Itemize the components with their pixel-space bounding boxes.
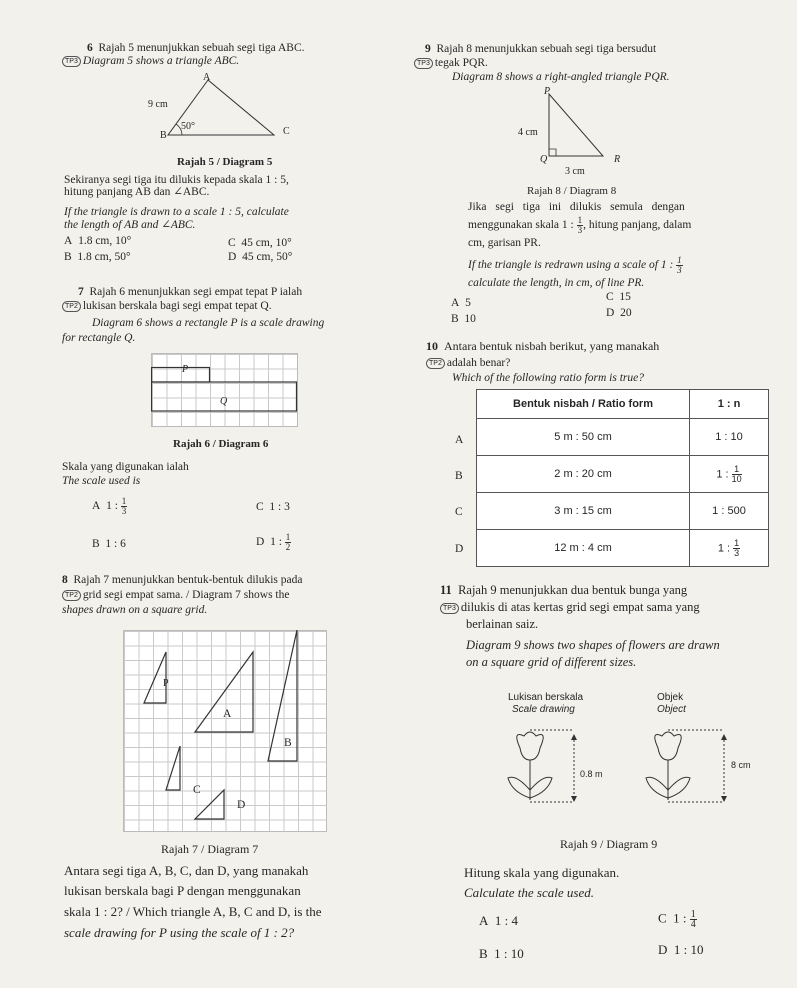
n-cell: 1 : 500 (690, 493, 769, 530)
q9-malay-line2: TP3 tegak PQR. (414, 56, 488, 70)
vertex-c-label: C (283, 126, 290, 137)
q6-option-c[interactable]: C 45 cm, 10° (228, 237, 292, 249)
table-row (477, 456, 769, 493)
q6-english-line2: If the triangle is drawn to a scale 1 : 5, calculate (64, 206, 289, 218)
q8-malay-line1: 8 Rajah 7 menunjukkan bentuk-bentuk dilukis pada (62, 574, 303, 586)
q11-malay-line1: 11 Rajah 9 menunjukkan dua bentuk bunga yang (440, 583, 688, 597)
q7-option-b[interactable]: B 1 : 6 (92, 538, 126, 550)
q10-option-a[interactable]: A (455, 434, 464, 446)
side-qr-label: 3 cm (565, 166, 585, 177)
q11-option-b[interactable]: B 1 : 10 (479, 946, 524, 961)
q9-malay-line5: cm, garisan PR. (468, 237, 541, 249)
vertex-a-label: A (203, 72, 211, 83)
q8-malay-line3: lukisan berskala bagi P dengan menggunakan (64, 883, 301, 898)
header-ratio-form: Bentuk nisbah / Ratio form (477, 390, 690, 419)
diagram-9-caption: Rajah 9 / Diagram 9 (560, 837, 658, 851)
rectangle-p-label: P (182, 364, 189, 375)
vertex-p-label: P (544, 86, 551, 97)
flower-drawings (500, 728, 750, 813)
q10-malay-line1: 10 Antara bentuk nisbah berikut, yang manakah (426, 339, 660, 353)
ratio-cell: 3 m : 15 cm (477, 493, 690, 530)
scale-drawing-title-english: Scale drawing (512, 704, 575, 715)
q9-option-c[interactable]: C 15 (606, 291, 631, 303)
q11-option-a[interactable]: A 1 : 4 (479, 913, 519, 928)
object-title-malay: Objek (657, 692, 684, 703)
q10-option-d[interactable]: D (455, 543, 464, 555)
q6-malay-text: 6 Rajah 5 menunjukkan sebuah segi tiga ABC. (87, 42, 305, 54)
table-row (477, 530, 769, 567)
diagram-6-caption: Rajah 6 / Diagram 6 (173, 438, 269, 450)
q8-english-line2: scale drawing for P using the scale of 1 : 2? (64, 925, 295, 940)
vertex-q-label: Q (540, 154, 548, 165)
q7-malay-line3: Skala yang digunakan ialah (62, 461, 189, 473)
table-row (477, 493, 769, 530)
q11-malay-line2: TP3 dilukis di atas kertas grid segi empat sama yang (440, 600, 700, 614)
vertex-r-label: R (614, 154, 621, 165)
object-dimension: 8 cm (731, 760, 751, 770)
q7-option-a[interactable]: A 1 : $\frac{1}{3}$ (92, 496, 127, 516)
q11-english-line1: Diagram 9 shows two shapes of flowers are drawn (466, 638, 720, 652)
side-pq-label: 4 cm (518, 127, 538, 138)
ratio-table (476, 389, 769, 567)
shape-c-label: C (193, 784, 201, 796)
q10-malay-line2: TP2 adalah benar? (426, 356, 510, 370)
ratio-cell: 5 m : 50 cm (477, 419, 690, 456)
n-cell: 1 : $\frac{1}{3}$ (690, 530, 769, 567)
q6-english-text: TP3 Diagram 5 shows a triangle ABC. (62, 54, 239, 68)
rectangle-q-label: Q (220, 396, 228, 407)
q11-english-line2: on a square grid of different sizes. (466, 655, 637, 669)
diagram-5-caption: Rajah 5 / Diagram 5 (177, 156, 273, 168)
shape-b-label: B (284, 737, 292, 749)
scale-drawing-dimension: 0.8 m (580, 769, 603, 779)
q6-malay-line2: Sekiranya segi tiga itu dilukis kepada skala 1 : 5, (64, 174, 289, 186)
table-row (477, 419, 769, 456)
q7-english-line2: for rectangle Q. (62, 332, 136, 344)
q9-option-b[interactable]: B 10 (451, 313, 476, 325)
q9-malay-line3: Jika segi tiga ini dilukis semula dengan (468, 201, 685, 213)
shape-p-label: P (163, 678, 169, 689)
q10-option-c[interactable]: C (455, 506, 463, 518)
scale-drawing-title-malay: Lukisan berskala (508, 692, 584, 703)
n-cell: 1 : 10 (690, 419, 769, 456)
diagram-7-caption: Rajah 7 / Diagram 7 (161, 842, 259, 856)
diagram-7-shapes (123, 630, 327, 832)
q7-option-d[interactable]: D 1 : $\frac{1}{2}$ (256, 532, 291, 552)
shape-d-label: D (237, 799, 246, 811)
q8-mixed-line: TP2 grid segi empat sama. / Diagram 7 shows the (62, 588, 289, 602)
angle-label: 50° (181, 121, 195, 132)
q9-english-line: Diagram 8 shows a right-angled triangle PQR. (452, 71, 670, 83)
q9-malay-line4: menggunakan skala 1 : $\frac{1}{3}$ , hitung panjang, dalam (468, 215, 692, 235)
q7-malay-line1: 7 Rajah 6 menunjukkan segi empat tepat P ialah (78, 286, 303, 298)
rectangles-pq (151, 353, 298, 427)
q9-english-line3: calculate the length, in cm, of line PR. (468, 277, 645, 289)
q9-option-a[interactable]: A 5 (451, 297, 471, 309)
q8-english-line: shapes drawn on a square grid. (62, 604, 208, 616)
q11-english-line3: Calculate the scale used. (464, 885, 594, 900)
q7-option-c[interactable]: C 1 : 3 (256, 501, 290, 513)
shape-a-label: A (223, 708, 232, 720)
diagram-8-caption: Rajah 8 / Diagram 8 (527, 185, 617, 197)
side-length-label: 9 cm (148, 99, 168, 110)
q7-english-line3: The scale used is (62, 475, 141, 487)
object-title-english: Object (657, 704, 686, 715)
q8-mixed-line2: skala 1 : 2? / Which triangle A, B, C and D, is the (64, 904, 322, 919)
q9-english-line2: If the triangle is redrawn using a scale of 1 : $\frac{1}{3}$ (468, 255, 682, 275)
q6-malay-line3: hitung panjang AB dan ∠ABC. (64, 186, 210, 198)
q11-option-c[interactable]: C 1 : $\frac{1}{4}$ (658, 909, 696, 930)
q11-malay-line3: berlainan saiz. (466, 617, 539, 631)
vertex-b-label: B (160, 130, 167, 141)
q7-malay-line2: TP2 lukisan berskala bagi segi empat tepat Q. (62, 299, 272, 313)
ratio-cell: 2 m : 20 cm (477, 456, 690, 493)
q8-malay-line2: Antara segi tiga A, B, C, dan D, yang manakah (64, 863, 309, 878)
q9-option-d[interactable]: D 20 (606, 307, 632, 319)
header-one-to-n: 1 : n (690, 390, 769, 419)
table-header-row (477, 390, 769, 419)
q11-malay-line4: Hitung skala yang digunakan. (464, 865, 620, 880)
q6-option-b[interactable]: B 1.8 cm, 50° (64, 251, 131, 263)
n-cell: 1 : $\frac{1}{10}$ (690, 456, 769, 493)
q6-option-a[interactable]: A 1.8 cm, 10° (64, 235, 132, 247)
q7-english-line1: Diagram 6 shows a rectangle P is a scale drawing (92, 317, 325, 329)
q6-option-d[interactable]: D 45 cm, 50° (228, 251, 293, 263)
q6-english-line3: the length of AB and ∠ABC. (64, 219, 196, 231)
q9-malay-line1: 9 Rajah 8 menunjukkan sebuah segi tiga bersudut (425, 43, 657, 55)
q10-english-line: Which of the following ratio form is true? (452, 372, 644, 384)
ratio-cell: 12 m : 4 cm (477, 530, 690, 567)
q10-option-b[interactable]: B (455, 470, 463, 482)
q11-option-d[interactable]: D 1 : 10 (658, 942, 704, 957)
